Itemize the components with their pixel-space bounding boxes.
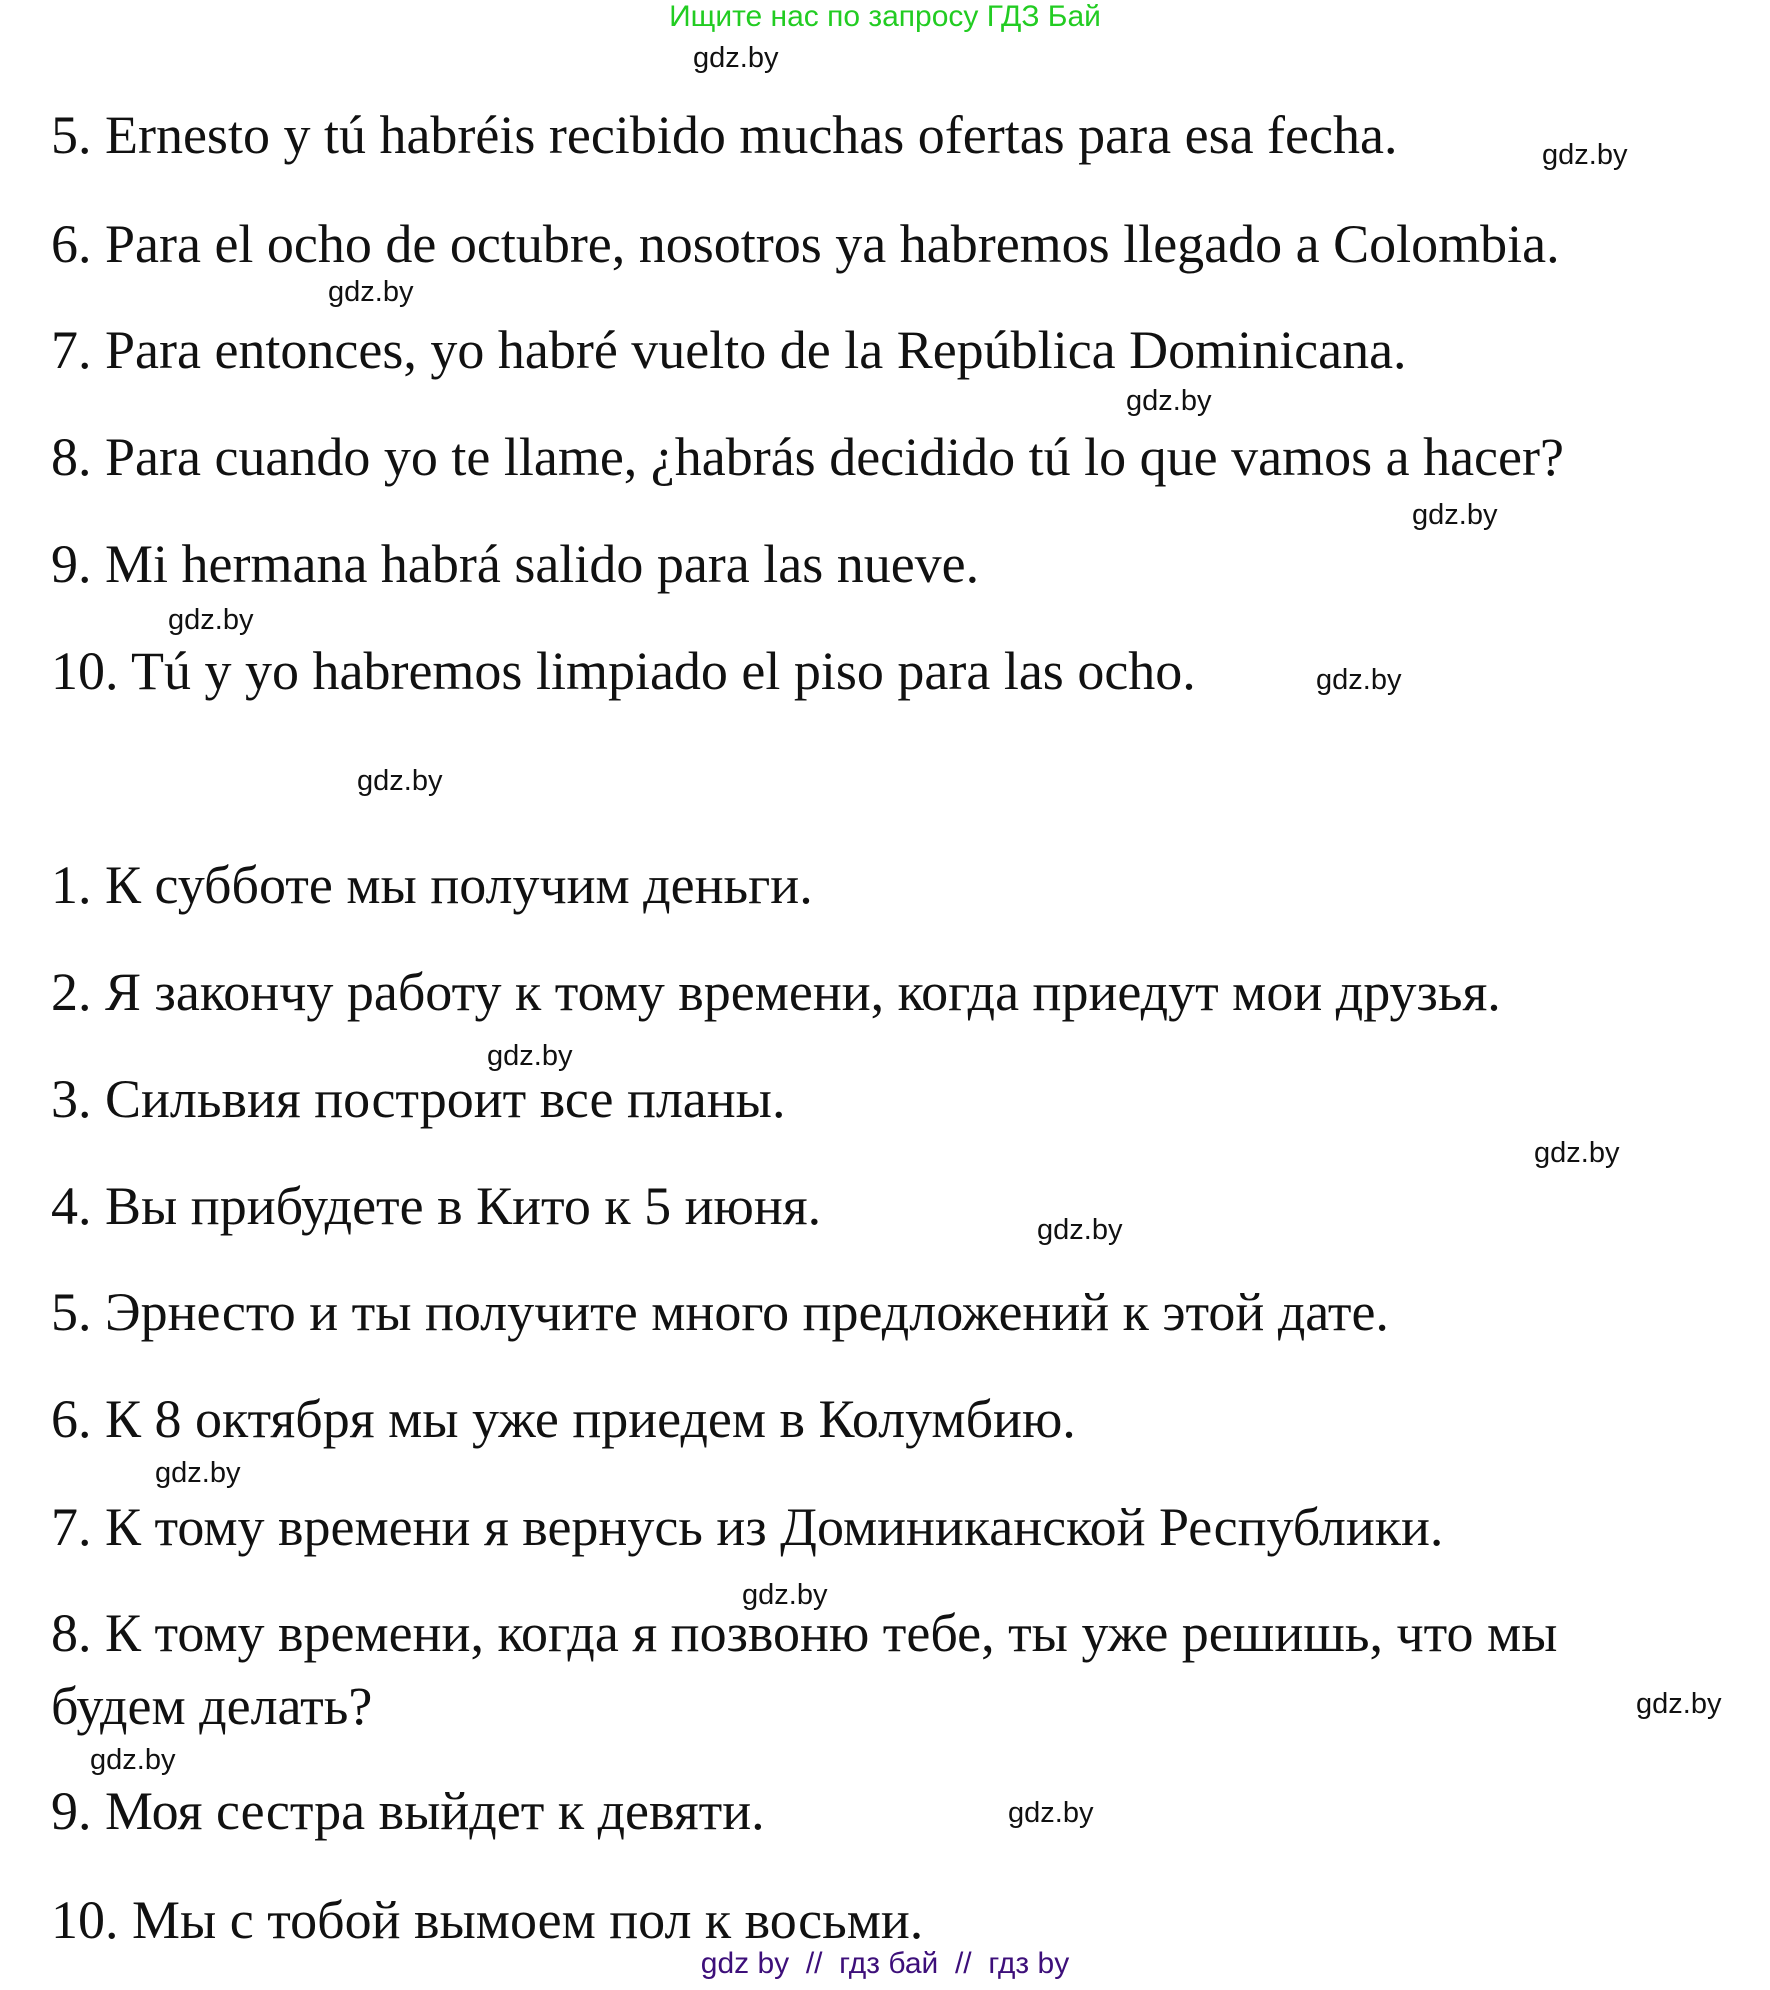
- spanish-line: 9. Mi hermana habrá salido para las nueve.: [51, 534, 980, 594]
- russian-line: 4. Вы прибудете в Кито к 5 июня.: [51, 1176, 822, 1236]
- russian-line: 10. Мы с тобой вымоем пол к восьми.: [51, 1890, 924, 1950]
- watermark: gdz.by: [1542, 139, 1628, 171]
- watermark: gdz.by: [1636, 1688, 1722, 1720]
- watermark: gdz.by: [90, 1744, 176, 1776]
- russian-line: 1. К субботе мы получим деньги.: [51, 855, 813, 915]
- russian-line: 5. Эрнесто и ты получите много предложений к этой дате.: [51, 1282, 1389, 1342]
- watermark: gdz.by: [155, 1457, 241, 1489]
- spanish-line: 6. Para el ocho de octubre, nosotros ya habremos llegado a Colombia.: [51, 214, 1560, 274]
- watermark: gdz.by: [357, 765, 443, 797]
- footer-links[interactable]: gdz by // гдз бай // гдз by: [700, 1947, 1070, 1980]
- watermark: gdz.by: [1316, 664, 1402, 696]
- spanish-line: 10. Tú y yo habremos limpiado el piso para las ocho.: [51, 641, 1196, 701]
- watermark: gdz.by: [328, 276, 414, 308]
- spanish-line: 5. Ernesto y tú habréis recibido muchas ofertas para esa fecha.: [51, 105, 1398, 165]
- watermark: gdz.by: [1412, 499, 1498, 531]
- russian-line: 9. Моя сестра выйдет к девяти.: [51, 1781, 765, 1841]
- header-banner: Ищите нас по запросу ГДЗ Бай: [669, 0, 1101, 33]
- spanish-line: 7. Para entonces, yo habré vuelto de la República Dominicana.: [51, 320, 1407, 380]
- russian-line: 6. К 8 октября мы уже приедем в Колумбию.: [51, 1389, 1076, 1449]
- russian-line: 3. Сильвия построит все планы.: [51, 1069, 786, 1129]
- watermark: gdz.by: [1008, 1797, 1094, 1829]
- russian-line: 7. К тому времени я вернусь из Доминиканской Республики.: [51, 1497, 1444, 1557]
- watermark: gdz.by: [1126, 385, 1212, 417]
- watermark: gdz.by: [1534, 1137, 1620, 1169]
- russian-line: будем делать?: [51, 1676, 373, 1736]
- spanish-line: 8. Para cuando yo te llame, ¿habrás decidido tú lo que vamos a hacer?: [51, 427, 1564, 487]
- watermark: gdz.by: [487, 1040, 573, 1072]
- watermark: gdz.by: [168, 604, 254, 636]
- watermark: gdz.by: [742, 1579, 828, 1611]
- russian-line: 2. Я закончу работу к тому времени, когда приедут мои друзья.: [51, 962, 1501, 1022]
- watermark: gdz.by: [1037, 1214, 1123, 1246]
- russian-line: 8. К тому времени, когда я позвоню тебе, ты уже решишь, что мы: [51, 1603, 1558, 1663]
- watermark: gdz.by: [693, 42, 779, 74]
